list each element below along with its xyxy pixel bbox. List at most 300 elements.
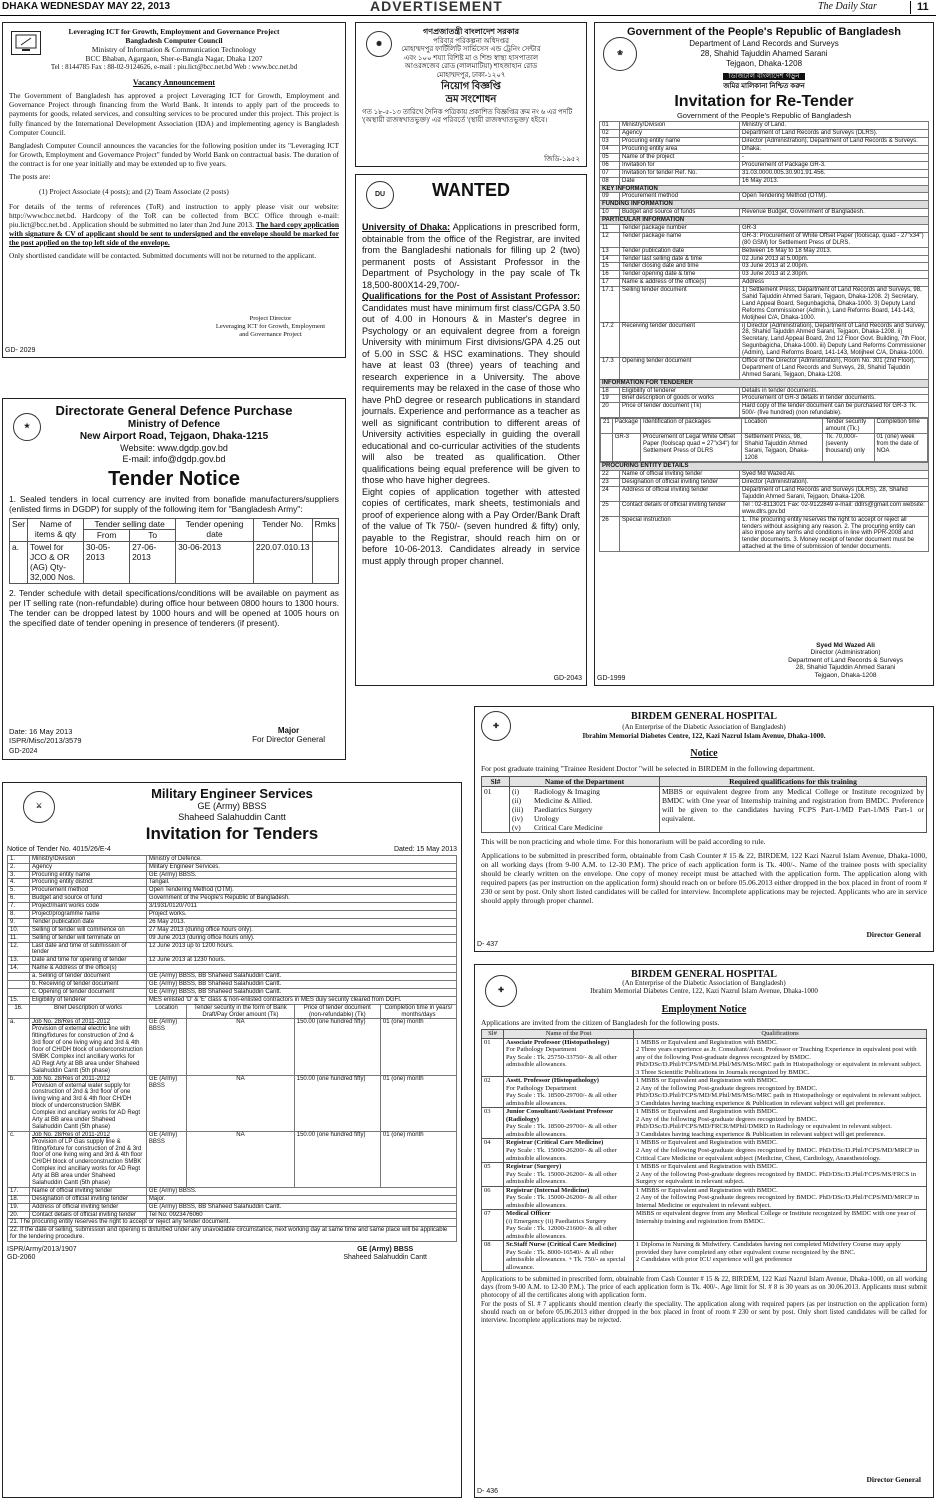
table-row [482,786,927,833]
mes-work-num: b. [8,1075,30,1131]
dlrs-cell-value: 31.03.0000.005.30.901.91.456. [740,169,929,177]
mes-cell-value: GE (Army) BBSS, BB Shaheed Salahuddin Cantt. [146,988,456,996]
table-row [601,433,928,462]
post-cell [504,1038,634,1077]
qualification-item: 3 Candidates having teaching experience & Publication in relevant subject will get preference. [636,1099,886,1107]
bcc-project: Leveraging ICT for Growth, Employment and Governance Project [68,27,280,36]
dlrs-cell-value: Department of Land Records and Surveys (DLRS). [740,130,929,138]
table-row [8,926,457,934]
dlrs-cell-value: 16 May 2013. [740,177,929,185]
table-row [8,895,457,903]
mes-works-th: Brief Description of works [30,1004,147,1019]
dlrs-code: GD-1999 [597,675,626,683]
table-row [8,973,457,981]
dgdp-cell: 27-06-2013 [130,541,176,583]
qualification-item: 2 Any of the following Post-graduate degrees recognized by BMDC. PhD/DSc/D.Phil/FCPS/MD/MRCP in Critical Care Medicine or equivalent subject (Medicine, Chest, Cardiology, Anaesthesiology. [636,1147,920,1162]
dlrs-cell-label: Invitation for [620,161,740,169]
table-row [600,263,929,271]
dlrs-package-cell: Procurement of Legal White Offset Paper (foolscap quad = 27"x34") for Settlement Press of DLRS [641,433,742,462]
mes-cell-value: GE (Army) BBSS, BB Shaheed Salahuddin Cantt. [146,1203,456,1211]
dlrs-package-cell: Completion time [874,419,927,434]
mes-work-num: c. [8,1131,30,1187]
birdem-logo-icon: ✚ [481,711,511,741]
mes-work-text: Provision of external electric line with fitting/fixtures for construction of 2nd & 3rd floor of one living wing and 3rd & 4th floor of CH/DH block of underconstruction SMBK Complex incl ancillary works for AD Regt Arty at BB area under Shaheed Salahuddin Cantt (5th phase) [32,1026,143,1074]
mes-cell-value [146,965,456,973]
table-row [600,232,929,247]
mes-cell-value: GE (Army) BBSS, BB Shaheed Salahuddin Cantt. [146,973,456,981]
mes-cell-label: Name & Address of the office(s) [30,965,147,973]
dlrs-cell-num: 25 [600,501,620,516]
mes-cell-num: 5. [8,887,30,895]
dlrs-cell-label: Tender package name [620,232,740,247]
dgdp-cell: 30-05-2013 [84,541,130,583]
dlrs-table [599,121,929,552]
dlrs-sig-3: Department of Land Records & Surveys [788,656,903,664]
qualification-item: 1 MBBS or Equivalent and Registration with BMDC. [636,1163,778,1171]
table-row [8,903,457,911]
mes-sig-2: Shaheed Salahuddin Cantt [343,1254,427,1262]
post-qualifications [634,1241,927,1272]
mes-cell-value: Tel No: 0923476060 [146,1211,456,1219]
table-section-row [600,185,929,193]
birdem1-th: Sl# [482,776,510,786]
mes-work-price: 150.00 (one hundred fifty) [294,1075,380,1131]
mes-cell-num [8,988,30,996]
post-pay: Pay Scale : Tk. 12000-21600/- & all other admissible allowances. [506,1225,617,1240]
dlrs-title-2: Department of Land Records and Surveys [689,39,839,49]
dlrs-cell-value: Procurement of GR-3 details in tender documents. [740,395,929,403]
dlrs-section-label: KEY INFORMATION [600,185,929,193]
dgdp-th-tender-no: Tender No. [254,519,313,542]
mes-cell-value: GE (Army) BBSS. [146,1187,456,1195]
table-row [482,1077,927,1108]
mes-cell-value: Major. [146,1195,456,1203]
birdem1-sig: Director General [866,929,921,939]
post-pay: Pay Scale : Tk. 18500-29700/- & all other admissible allowances. [506,1092,617,1107]
dgdp-cell: 220.07.010.13 [254,541,313,583]
dlrs-cell-label: Procuring entity area [620,146,740,154]
dlrs-cell-num: 17.1 [600,287,620,322]
mes-works-th: Price of tender document (non-refundable) (Tk) [294,1004,380,1019]
ad-dgdp-tender [2,398,346,760]
mes-work-job: Job No. 28/Res of 2011-2012 [32,1075,110,1082]
mes-cell-label: Budget and source of fund [30,895,147,903]
dgdp-para-1: 1. Sealed tenders in local currency are invited from bonafide manufacturers/suppliers (enlisted firms in DGDP) for supply of the following item for "Bangladesh Army": [9,493,339,514]
table-row [600,487,929,502]
mes-cell-num: 15. [8,996,30,1004]
dlrs-sig-4: 28, Shahid Tajuddin Ahmed Sarani [795,664,896,672]
mes-cell-label: Selling of tender will commence on [30,926,147,934]
dlrs-cell-num: 16 [600,271,620,279]
table-section-row [600,201,929,209]
dgdp-title-1: Directorate General Defence Purchase [55,403,293,418]
post-pay: Pay Scale : Tk. 15000-26200/- & all other admissible allowances. [506,1194,617,1209]
dlrs-sig-1: Syed Md Wazed Ali [816,641,875,649]
dgdp-email: E-mail: info@dgdp.gov.bd [122,454,226,465]
qualification-item: 2 Candidates with prior ICU experience will get preference [636,1256,793,1264]
wanted-b1-head: University of Dhaka: [362,222,451,233]
mes-cell-value: 27 May 2013 (during office hours only). [146,926,456,934]
table-section-row [600,463,929,471]
dlrs-cell-label: Special instruction [620,516,740,551]
mes-cell-label: Agency [30,863,147,871]
bcc-para-3: The posts are: [9,171,51,181]
table-row [600,177,929,185]
mes-work-price: 150.00 (one hundred fifty) [294,1019,380,1075]
birdem2-title-1: BIRDEM GENERAL HOSPITAL [631,969,777,980]
table-section-row [600,217,929,225]
ad-dlrs-retender [594,22,934,686]
mes-cell-label: Procuring entity district [30,879,147,887]
mes-cell-num [8,973,30,981]
dgdp-website: Website: www.dgdp.gov.bd [120,443,228,454]
birdem1-sl: 01 [482,786,510,833]
table-row [8,1219,457,1227]
dlrs-package-cell: 21 [601,419,613,434]
dept-num: (ii) [512,795,522,805]
dlrs-cell-num: 03 [600,138,620,146]
table-row [600,271,929,279]
mes-work-text: Provision of LP Gas supply line & fitting/fixture for construction of 2nd & 3rd floor of one living wing and 3rd & 4th floor CH/DH block of underconstruction SMBK Complex incl ancillary works for AD Regt Arty at BB area under Shaheed Salahuddin Cantt (5th phase) [32,1138,143,1186]
wanted-code: GD-2043 [553,675,582,683]
gov-emblem-icon: ✺ [366,31,392,57]
mes-cell-num: 19. [8,1203,30,1211]
dlrs-package-cell: GR-3 [612,433,640,462]
birdem1-code: D- 437 [477,941,499,949]
bcc-para-4: For details of the terms of references (ToR) and instruction to apply please visit our website: http://www.bcc.net.bd. Hardcopy of the ToR can be collected from BCC Office through e-mail: piu.lict@bcc.net.bd . Application should be submitted no later than 2nd June 2013. [9,201,339,229]
dlrs-title-3: 28, Shahid Tajuddin Ahamed Sarani [700,49,828,59]
dgdp-code: GD-2024 [9,748,38,756]
dlrs-section-label: INFORMATION FOR TENDERER [600,379,929,387]
du-logo-icon: DU [366,181,394,209]
qualification-item: 2 Three years experience as Jr. Consultant/Asstt. Professor or Teaching Experience in equivalent post with any of the following Post-graduate degrees recognized by BMDC. PhD/DSc/D.Phil/FCPS/MD/M.Phil/MS/MSc/MRC path in Histopathology or equivalent in relevant subject. [636,1046,922,1069]
dlrs-cell-value: Open Tendering Method (OTM). [740,193,929,201]
table-row [600,387,929,395]
table-row [600,169,929,177]
qualification-item: 1 MBBS or Equivalent and Registration with BMDC. [636,1139,778,1147]
table-row [8,863,457,871]
mes-cell-value: Ministry of Defence. [146,855,456,863]
mes-cell-value: MES enlisted 'D' & 'E' class & non-enlisted contractors in MES duly security cleared from DGFI. [146,996,456,1004]
bangla-heading-1: নিয়োগ বিজ্ঞপ্তি [441,81,501,93]
mes-cell-label: Procuring entity name [30,871,147,879]
dlrs-package-table [600,418,928,462]
mes-cell-value: Government of the People's Republic of Bangladesh. [146,895,456,903]
dlrs-cell-value: Director (Administration). [740,479,929,487]
table-row [482,1139,927,1163]
dgdp-cell: 30-06-2013 [176,541,254,583]
dept-name: Paediatrics Surgery [534,805,593,814]
mes-cell-value: Project works. [146,911,456,919]
mes-cell-label: Project/programme name [30,911,147,919]
post-sl: 06 [482,1186,504,1210]
post-pay: Pay Scale : Tk. 15000-26200/- & all other admissible allowances. [506,1170,617,1186]
post-qualifications [634,1108,927,1139]
mes-cell-num: 14. [8,965,30,973]
dept-name: Radiology & Imaging [534,786,600,796]
dlrs-cell-label: Opening tender document [620,357,740,379]
header-page-number: 11 [910,1,929,14]
bcc-sig-1: Project Director [249,315,292,323]
mes-emblem-icon: ⚔ [23,791,55,823]
dlrs-cell-value: Procurement of Package GR-3. [740,161,929,169]
wanted-title: WANTED [432,180,510,200]
mes-cell-label: Last date and time of submission of tender [30,942,147,957]
birdem2-apply: Applications to be submitted in prescribed form, obtainable from Cash Counter # 15 & 22, BIRDEM, 122 Kazi Nazrul Islam Avenue, Dhaka-1000, on all working days (from 9-00 A.M. to 12-30 P.M.). The price of each application form is Tk. 400/-. Age limit for Sl. # 8 is 30 years as on 30.06.2013. Applicants must submit photocopy of all the certificates along with application form. [481,1276,927,1299]
birdem2-intro: Applications are invited from the citizen of Bangladesh for the following posts. [481,1017,720,1027]
post-qualifications [634,1038,927,1077]
birdem2-code: D- 436 [477,1488,499,1496]
dlrs-cell-value: GR-3 [740,224,929,232]
table-row [600,153,929,161]
dlrs-cell-label: Tender publication date [620,247,740,255]
mes-cell-num: 8. [8,911,30,919]
dlrs-cell-label: Procuring entity name [620,138,740,146]
mes-cell-label: Name of official inviting tender [30,1187,147,1195]
ad-birdem-notice [474,706,934,952]
birdem1-title-1: BIRDEM GENERAL HOSPITAL [631,711,777,722]
dgdp-table [9,518,339,584]
mes-work-location: GE (Army) BBSS [146,1131,186,1187]
dgdp-th-opening: Tender opening date [176,519,254,542]
dlrs-cell-label: Eligibility of tenderer [620,387,740,395]
mes-cell-num: 3. [8,871,30,879]
dlrs-cell-label: Name & address of the office(s) [620,279,740,287]
table-row [8,1187,457,1195]
post-sl: 03 [482,1108,504,1139]
header-masthead: The Daily Star [818,1,877,12]
mes-cell-label: Designation of official inviting tender [30,1195,147,1203]
post-dept: For Pathology Department [506,1046,577,1054]
post-qualifications [634,1163,927,1187]
dgdp-date: Date: 16 May 2013 [9,726,73,736]
ad-bcc-vacancy [2,22,346,358]
dlrs-cell-label: Budget and source of funds [620,209,740,217]
mes-cell-value: 26 May 2013. [146,918,456,926]
table-row [8,957,457,965]
birdem1-note: This will be non practicing and whole time. For this honorarium will be paid according to rule. [481,837,766,847]
table-row [8,1227,457,1242]
qualification-item: MBBS or equivalent degree from any Medical College or Institute recognized by BMDC with one year of Internship training and registration from BMDC. [636,1210,916,1225]
dlrs-cell-value: Between 16 May to 18 May 2013. [740,247,929,255]
table-row [600,287,929,322]
dlrs-cell-label: Designation of official inviting tender [620,479,740,487]
mes-cell-label: Contact details of official inviting tender [30,1211,147,1219]
post-pay: Pay Scale : Tk. 15000-26200/- & all other admissible allowances. [506,1147,617,1162]
qualification-item: 2 Any of the following Post-graduate degrees recognized by BMDC. PhD/DSc/D.Phil/FCPS/MD/M.Phil/MS/MSc/MRC path in Histopathology or equivalent in relevant subject. [636,1084,922,1100]
mes-cell-value: 3/1931/0120/7011 [146,903,456,911]
mes-cell-num: 4. [8,879,30,887]
bd-emblem-icon: ❀ [603,37,637,71]
mes-ref: ISPR/Army/2013/1907 [7,1246,77,1254]
post-cell [504,1210,634,1241]
dgdp-th-rmks: Rmks [312,519,338,542]
post-qualifications [634,1210,927,1241]
page-header [0,0,936,16]
mes-work-security: NA [187,1131,295,1187]
dlrs-cell-num: 17.3 [600,357,620,379]
ad-birdem-employment [474,964,934,1498]
mes-work-text: Provision of external water supply for construction of 2nd & 3rd floor of one living wing and 3rd & 4th floor CH/DH block of underconstruction SMBK Complex incl ancillary works for AD Regt Arty at BB area under Shaheed Salahuddin Cantt (5th phase) [32,1082,141,1130]
table-row [482,1241,927,1272]
mes-cell-label: a. Selling of tender document [30,973,147,981]
mes-work-security: NA [187,1019,295,1075]
dlrs-cell-num: 07 [600,169,620,177]
mes-cell-num: 9. [8,918,30,926]
mes-title-1: Military Engineer Services [151,786,313,801]
dlrs-cell-value: - [740,153,929,161]
birdem2-heading: Employment Notice [661,1004,747,1016]
dlrs-cell-label: Brief description of goods or works [620,395,740,403]
qualification-item: 1 MBBS or Equivalent and Registration with BMDC. [636,1108,778,1116]
mes-work-location: GE (Army) BBSS [146,1075,186,1131]
dlrs-cell-label: Tender last selling date & time [620,255,740,263]
table-row [600,479,929,487]
table-row [600,161,929,169]
table-row [600,122,929,130]
dlrs-banner: ডিজিটাল বাংলাদেশ গড়ুন [723,73,806,80]
dlrs-cell-num: 09 [600,193,620,201]
post-dept: (i) Emergency (ii) Paediatrics Surgery [506,1217,607,1225]
dgdp-emblem-icon: ★ [13,413,41,441]
post-cell [504,1108,634,1139]
table-row [600,247,929,255]
mes-cell-label: Project/maint works code [30,903,147,911]
mes-work-time: 01 (one) month [380,1019,456,1075]
mes-cell-label: Selling of tender will terminate on [30,934,147,942]
post-sl: 01 [482,1038,504,1077]
dlrs-cell-label: Agency [620,130,740,138]
birdem1-th: Required qualifications for this training [660,776,927,786]
dlrs-cell-value: 1. The procuring entity reserves the right to accept or reject all tenders without assigning any reason. 2. The procuring entity can also impose any terms and conditions in line with PPR-2008 and tender documents. 3. Money receipt of tender document must be attached at the time of submission of tender documents. [740,516,929,551]
dlrs-cell-value: Department of Land Records and Surveys (DLRS), 28, Shahid Tajuddin Ahmed Sarani, Tejgaon, Dhaka-1208. [740,487,929,502]
bangla-line-4: এবং ১০০ শয্যা বিশিষ্ট মা ও শিশু স্বাস্থ্য হাসপাতাল [403,53,539,62]
mes-dated: Dated: 15 May 2013 [393,845,457,853]
table-row [8,918,457,926]
birdem1-title-2: (An Enterprise of the Diabetic Association of Bangladesh) [622,723,786,732]
mes-cell-note: 22. If the date of selling, submission and opening is disturbed under any unavoidable circumstance, next working day at same time and same place will be applicable for the tendering procedure. [8,1227,457,1242]
post-sl: 07 [482,1210,504,1241]
table-row [600,501,929,516]
mes-work-time: 01 (one) month [380,1131,456,1187]
post-cell [504,1241,634,1272]
post-name: Associate Professor (Histopathology) [506,1038,610,1046]
post-sl: 02 [482,1077,504,1108]
table-row [600,279,929,287]
mes-cell-num: 20. [8,1211,30,1219]
dlrs-subheading: Government of the People's Republic of Bangladesh [676,111,852,121]
dlrs-heading: Invitation for Re-Tender [674,92,854,110]
mes-work-desc [30,1075,147,1131]
post-name: Medical Officer [506,1210,551,1218]
header-section: ADVERTISEMENT [370,0,503,14]
table-row [482,1038,927,1077]
dlrs-cell-num: 05 [600,153,620,161]
mes-cell-num: 1. [8,855,30,863]
table-row [600,255,929,263]
post-name: Registrar (Internal Medicine) [506,1186,590,1194]
mes-cell-label: c. Opening of tender document [30,988,147,996]
qualification-item: 1 Diploma in Nursing & Midwifery. Candidates having not completed Midwifery Course may apply provided they have completed any other equivalent course recognized by the BNC. [636,1241,901,1256]
post-pay: Pay Scale : Tk. 8000-16540/- & all other admissible allowances. + Tk. 750/- as special allowance. [506,1248,626,1271]
list-item [512,823,657,832]
birdem1-heading: Notice [690,748,718,760]
table-row [600,224,929,232]
dlrs-sig-2: Director (Administration) [810,649,881,657]
mes-cell-value: 12 June 2013 at 1230 hours. [146,957,456,965]
list-item [512,805,657,814]
bcc-sig-3: and Governance Project [239,331,302,339]
qualification-item: 2 Any of the following Post-graduate degrees recognized by BMDC. PhD/DSc/D.Phil/FCPS/MS/FRCS in Surgery or equivalent in relevant subject. [636,1170,917,1186]
dgdp-th-ser: Ser [10,519,28,542]
mes-cell-label: Ministry/Division [30,855,147,863]
dlrs-cell-num: 02 [600,130,620,138]
dgdp-title-2: Ministry of Defence [127,418,221,430]
birdem2-sig: Director General [866,1475,921,1485]
bcc-para-2: Bangladesh Computer Council announces the vacancies for the following position under its "Leveraging ICT for Growth, Employment and Governance Project" funded by World Bank on contractual basis. The duration of the contract is for one year initially and may be extended up to five years. [9,140,339,168]
dlrs-sig-5: Tejgaon, Dhaka-1208 [814,671,877,679]
birdem1-apply: Applications to be submitted in prescribed form, obtainable from Cash Counter # 15 & 22, BIRDEM, 122 Kazi Nazrul Islam Avenue, Dhaka-1000, on all working days (from 9-00 A.M. to 12-30 P.M). The price of each application form is Tk. 400/-. Name of the trainee posts with speciality should be clearly written on the envelope. One copy of money receipt must be attached with the application form. The application along with required papers (as per instruction on the application form) should reach on or before 05.06.2013 either dropped in the box placed in front of room # 230 or sent by post. Only short listed candidates will be called for interview. Incomplete applications may be rejected. Applicants who are in service should apply through proper channel. [481,850,927,906]
dlrs-cell-label: Address of official inviting tender [620,487,740,502]
post-sl: 08 [482,1241,504,1272]
wanted-b1: Applications in prescribed form, obtainable from the office of the Registrar, are invited from the Bangladeshi nationals for filling up 2 (two) permanent posts of Assistant Professor in the Department of Psychology in the pay scale of Tk 18,500-800X14-29,700/- [362,222,581,290]
wanted-b3: Eight copies of application together with attested copies of certificates, mark sheets, testimonials and proof of experience along with a Pay Order/Bank Draft of the value of Tk 750/- (seven hundred & fifty) only, payable to the Registrar, should reach him on or before 10-06-2013. Candidates already in service must apply through proper channel. [362,486,580,566]
mes-cell-num: 7. [8,903,30,911]
table-row [8,1203,457,1211]
mes-cell-label: Eligibility of tenderer [30,996,147,1004]
bcc-code: GD- 2029 [5,347,36,355]
dlrs-cell-num: 12 [600,232,620,247]
qualification-item: 3 Three Scientific Publications in Journals recognized by BMDC. [636,1068,810,1076]
bcc-para-4-underlined: The hard copy application with signature & CV of applicant should be sent to undersigned and the envelope should be marked for the post applied on the top left side of the envelope. [9,219,339,247]
table-row [600,395,929,403]
mes-cell-value: Military Engineer Services. [146,863,456,871]
dept-num: (i) [512,786,520,796]
table-row [600,138,929,146]
dlrs-cell-value: 1) Settlement Press, Department of Land Records and Surveys, 98, Sahid Tajuddin Ahmed Sarani, Tejgaon, Dhaka-1208. 2) Secretary, Land Appeal Board, Segunbagicha, Dhaka-1000. 3) Deputy Land Reforms Commissioner (Admin.), Land Reforms Board, 141-143, Motijheel C/A, Dhaka-1000. [740,287,929,322]
dlrs-cell-value: 03 June 2013 at 2.30pm. [740,271,929,279]
bcc-posts: (1) Project Associate (4 posts); and (2) Team Associate (2 posts) [39,186,229,196]
dlrs-package-cell [601,433,613,462]
mes-table [7,855,457,1242]
bangla-body: গত ১৮-৫-১৩ তারিখে দৈনিক পত্রিকায় প্রকাশিত বিজ্ঞপ্তির ক্রম নং ৬ এর পদটি '(অস্থায়ী রাজস্বখাতভুক্ত)' এর পরিবর্তে '(স্থায়ী রাজস্বখাতভুক্ত)' হইবে। [362,107,573,125]
table-row [482,1210,927,1241]
header-dateline: DHAKA WEDNESDAY MAY 22, 2013 [2,1,171,12]
dgdp-cell: Towel for JCO & OR (AG) Qty-32,000 Nos. [28,541,84,583]
mes-cell-value: GE (Army) BBSS, BB Shaheed Salahuddin Cantt. [146,981,456,989]
dlrs-cell-label: Invitation for tender Ref. No. [620,169,740,177]
table-row [600,322,929,357]
table-row [8,1004,457,1019]
post-qualifications [634,1186,927,1210]
bcc-para-1: The Government of Bangladesh has approved a project Leveraging ICT for Growth, Employment and Governance Project through financing from the World Bank. It intends to apply part of the proceeds to payments for goods, related services, and consulting services to be procured under this project. This project is fully financed by the International Development Association (IDA) and implementing agency is Bangladesh Computer Council. [9,91,339,137]
mes-heading: Invitation for Tenders [145,823,319,843]
bangla-line-1: গণপ্রজাতন্ত্রী বাংলাদেশ সরকার [422,27,520,36]
post-name: Registrar (Surgery) [506,1163,562,1171]
dgdp-th-selling: Tender selling date [84,519,176,530]
qualification-item: 1 MBBS or Equivalent and Registration with BMDC. [636,1077,778,1085]
dlrs-cell-num: 08 [600,177,620,185]
dept-num: (iv) [512,814,523,824]
mes-work-location: GE (Army) BBSS [146,1019,186,1075]
ad-mes-tender [2,782,462,1498]
mes-title-3: Shaheed Salahuddin Cantt [178,811,286,822]
table-row [600,193,929,201]
dlrs-cell-value: Office of the Director (Administration), Room No. 301 (2nd Floor), Department of Land Records and Surveys, 28, Shahid Tajuddin Ahmed Sarani, Tejgaon, Dhaka-1208. [740,357,929,379]
dlrs-cell-label: Ministry/Division [620,122,740,130]
dlrs-cell-value: Tel : 02-8113021 Fax: 02-9122849 e-mail: ddlrs@gmail.com website: www.dlrs.gov.bd [740,501,929,516]
dlrs-cell-label: Name of the project [620,153,740,161]
